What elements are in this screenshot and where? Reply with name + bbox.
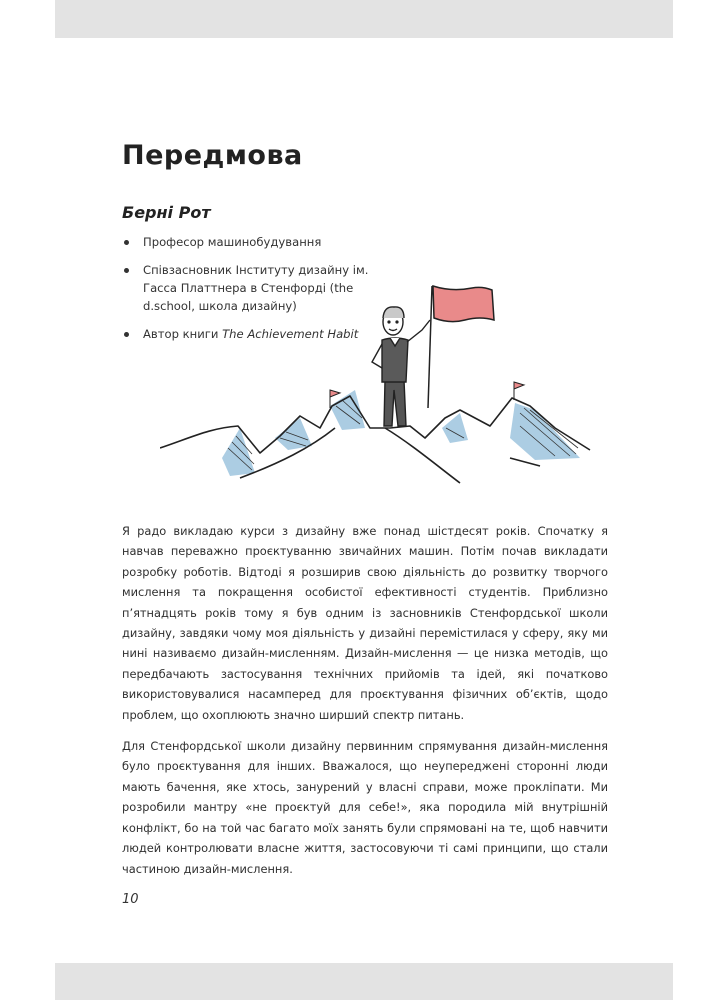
credential-text: Професор машинобудування xyxy=(143,235,322,249)
body-text xyxy=(122,521,608,890)
credential-text: Співзасновник Інституту дизайну ім. Гасса Платтнера в Стенфорді (the d.school, школа дизайну) xyxy=(143,263,369,313)
person-figure xyxy=(372,307,430,426)
bottom-margin-band xyxy=(55,963,673,1000)
small-flag-right xyxy=(514,382,524,400)
paragraph: Для Стенфордської школи дизайну первинним спрямування дизайн-мислення було проєктування для інших. Вважалося, що неупереджені сторонні люди мають бачення, яке хтось, занурений у власні справи, може проклiпати. Ми розробили мантру «не проєктуй для себе!», яка породила мій внутрішній конфлікт, бо на той час багато моїх занять були спрямовані на те, щоб навчити людей контролювати власне життя, застосовуючи ті самі принципи, що стали частиною дизайн-мислення. xyxy=(122,739,608,876)
mountain-flag-illustration xyxy=(160,278,600,508)
author-name: Берні Рот xyxy=(122,203,211,222)
book-title: The Achievement Habit xyxy=(222,327,359,341)
credential-item xyxy=(122,233,372,251)
chapter-title: Передмова xyxy=(122,140,303,172)
top-margin-band xyxy=(55,0,673,38)
big-flag xyxy=(428,286,494,408)
page-number: 10 xyxy=(122,892,139,907)
credential-prefix: Автор книги xyxy=(143,327,223,341)
paragraph: Я радо викладаю курси з дизайну вже понад шістдесят років. Спочатку я навчав переважно проєктуванню звичайних машин. Потім почав викладати розробку роботів. Відтоді я розширив свою діяльність до розвитку творчого мислення та покращення особистої ефективності студентів. Приблизно п’ятнадцять років тому я був одним із засновників Стенфордської школи дизайну, завдяки чому моя діяльність у дизайні перемістилася у сферу, яку ми нині називаємо дизайн-мисленням. Дизайн-мислення — це низка методів, що передбачають застосування технічних прийомів та ідей, які початково використовувалися насамперед для проєктування фізичних об’єктів, щодо проблем, що охоплюють значно ширший спектр питань. xyxy=(122,524,608,722)
